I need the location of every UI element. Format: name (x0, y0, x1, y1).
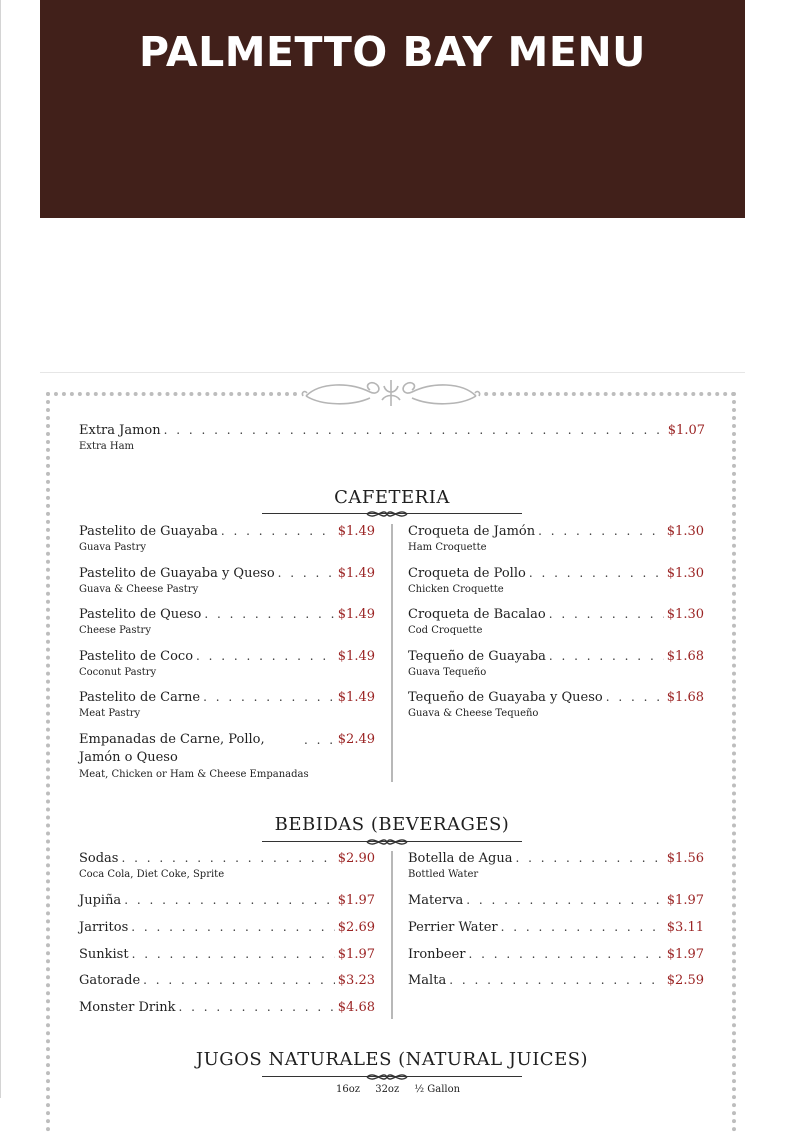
menu-item (79, 648, 375, 679)
scroll-ornament-icon (300, 374, 482, 412)
item-name: Croqueta de Jamón (408, 524, 536, 539)
menu-item (408, 606, 704, 637)
leader-dots (143, 972, 335, 989)
leader-dots (179, 999, 335, 1016)
menu-item (408, 850, 704, 881)
item-price: $1.49 (337, 690, 375, 705)
leader-dots (204, 606, 334, 623)
item-price: $2.49 (337, 732, 375, 747)
size-label: ½ Gallon (414, 1084, 461, 1095)
item-name: Tequeño de Guayaba y Queso (408, 690, 603, 705)
item-name: Monster Drink (79, 1000, 176, 1015)
menu-item (79, 850, 375, 881)
page-edge-rule (0, 0, 1, 1098)
item-description: Guava & Cheese Pastry (79, 584, 199, 595)
leader-dots (121, 850, 334, 867)
menu-item (79, 892, 375, 909)
menu-item (79, 523, 375, 554)
column-divider (391, 524, 393, 782)
item-name: Gatorade (79, 973, 141, 988)
item-name: Tequeño de Guayaba (408, 649, 546, 664)
flourish-icon (365, 1071, 409, 1083)
item-name: Perrier Water (408, 920, 498, 935)
flourish-icon (365, 508, 409, 520)
item-price: $1.68 (666, 690, 704, 705)
menu-item (79, 565, 375, 596)
juice-size-columns (336, 1084, 472, 1095)
leader-dots (515, 850, 663, 867)
leader-dots (606, 689, 664, 706)
item-description: Guava Pastry (79, 542, 147, 553)
item-name: Croqueta de Pollo (408, 566, 526, 581)
menu-item (408, 565, 704, 596)
leader-dots (196, 648, 335, 665)
leader-dots (132, 946, 335, 963)
menu-item (408, 892, 704, 909)
leader-dots (131, 919, 335, 936)
item-price: $1.07 (667, 423, 705, 438)
menu-item (79, 972, 375, 989)
leader-dots (549, 648, 664, 665)
item-price: $3.23 (337, 973, 375, 988)
item-price: $1.30 (666, 566, 704, 581)
item-description: Guava Tequeño (408, 667, 487, 678)
item-description: Chicken Croquette (408, 584, 504, 595)
menu-item (408, 648, 704, 679)
section-heading-jugos: JUGOS NATURALES (NATURAL JUICES) (195, 1049, 589, 1070)
item-name: Jarritos (79, 920, 129, 935)
leader-dots (164, 422, 665, 439)
item-price: $1.30 (666, 524, 704, 539)
page-title: PALMETTO BAY MENU (139, 28, 646, 76)
leader-dots (501, 919, 664, 936)
leader-dots (529, 565, 664, 582)
menu-item (79, 689, 375, 720)
item-name: Pastelito de Guayaba y Queso (79, 566, 275, 581)
section-heading-bebidas: BEBIDAS (BEVERAGES) (274, 814, 510, 835)
size-label: 16oz (336, 1084, 361, 1095)
item-name: Pastelito de Coco (79, 649, 194, 664)
item-description: Guava & Cheese Tequeño (408, 708, 539, 719)
item-description: Meat, Chicken or Ham & Cheese Empanadas (79, 769, 309, 780)
menu-item (408, 919, 704, 936)
item-description: Cod Croquette (408, 625, 483, 636)
item-description: Coca Cola, Diet Coke, Sprite (79, 869, 225, 880)
menu-item (79, 999, 375, 1016)
item-price: $1.68 (666, 649, 704, 664)
item-name: Ironbeer (408, 947, 466, 962)
section-divider (40, 372, 745, 373)
leader-dots (124, 892, 335, 909)
item-price: $1.30 (666, 607, 704, 622)
item-name: Malta (408, 973, 447, 988)
item-price: $1.49 (337, 566, 375, 581)
menu-item (79, 606, 375, 637)
leader-dots (538, 523, 664, 540)
item-name: Botella de Agua (408, 851, 513, 866)
menu-item (408, 972, 704, 989)
item-price: $2.69 (337, 920, 375, 935)
item-price: $1.97 (666, 947, 704, 962)
item-name: Croqueta de Bacalao (408, 607, 546, 622)
item-price: $4.68 (337, 1000, 375, 1015)
item-price: $1.49 (337, 607, 375, 622)
item-price: $1.97 (337, 947, 375, 962)
item-name: Empanadas de Carne, Pollo, Jamón o Queso (79, 732, 265, 765)
flourish-icon (365, 836, 409, 848)
item-name: Pastelito de Guayaba (79, 524, 218, 539)
item-price: $2.90 (337, 851, 375, 866)
leader-dots (466, 892, 663, 909)
menu-item (79, 731, 375, 781)
item-description: Extra Ham (79, 441, 135, 452)
column-divider (391, 851, 393, 1019)
menu-item-extra-jamon (79, 422, 705, 453)
leader-dots (203, 689, 335, 706)
section-heading-cafeteria: CAFETERIA (334, 487, 450, 508)
leader-dots (449, 972, 664, 989)
menu-item (79, 946, 375, 963)
item-price: $1.49 (337, 524, 375, 539)
item-name: Jupiña (79, 893, 122, 908)
item-description: Cheese Pastry (79, 625, 151, 636)
leader-dots (278, 565, 335, 582)
menu-item (408, 689, 704, 720)
item-description: Ham Croquette (408, 542, 487, 553)
item-name: Pastelito de Queso (79, 607, 202, 622)
item-name: Extra Jamon (79, 423, 161, 438)
item-name: Materva (408, 893, 464, 908)
leader-dots (221, 523, 335, 540)
item-price: $1.97 (666, 893, 704, 908)
item-price: $1.49 (337, 649, 375, 664)
menu-item (408, 946, 704, 963)
hero-banner (40, 0, 745, 218)
item-name: Pastelito de Carne (79, 690, 201, 705)
item-price: $2.59 (666, 973, 704, 988)
leader-dots (468, 946, 663, 963)
leader-dots (304, 731, 335, 749)
leader-dots (549, 606, 664, 623)
item-description: Coconut Pastry (79, 667, 157, 678)
menu-item (79, 919, 375, 936)
item-price: $1.56 (666, 851, 704, 866)
size-label: 32oz (375, 1084, 400, 1095)
item-description: Meat Pastry (79, 708, 141, 719)
item-name: Sodas (79, 851, 119, 866)
item-price: $1.97 (337, 893, 375, 908)
item-description: Bottled Water (408, 869, 479, 880)
item-price: $3.11 (666, 920, 704, 935)
menu-item (408, 523, 704, 554)
item-name: Sunkist (79, 947, 129, 962)
